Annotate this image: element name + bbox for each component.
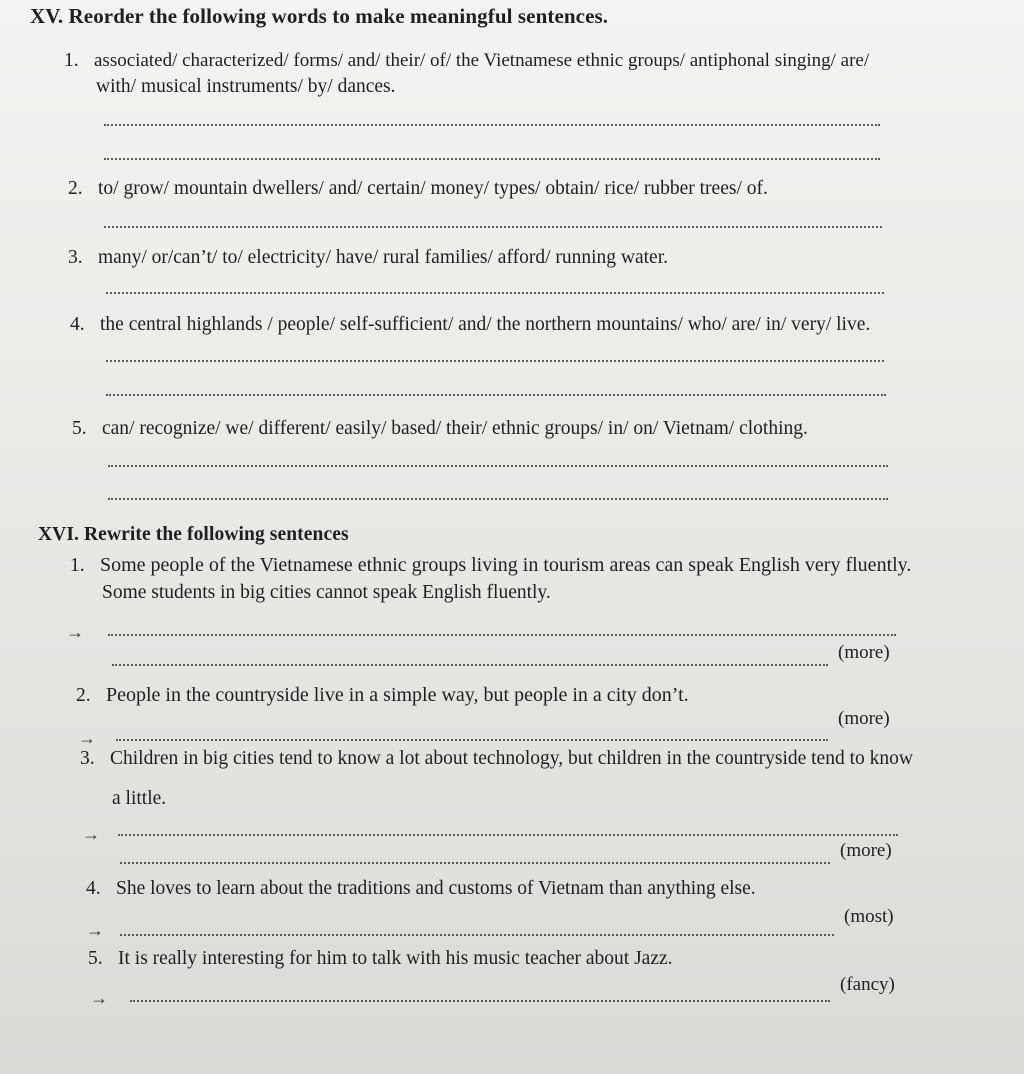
answer-line[interactable] (106, 394, 886, 396)
arrow-icon: → (90, 988, 108, 1008)
xvi-item-4-hint: (most) (844, 906, 894, 927)
answer-line[interactable] (108, 465, 888, 467)
xvi-item-5-hint: (fancy) (840, 974, 895, 995)
xv-item-5 (72, 418, 808, 440)
xv-item-2-text: to/ grow/ mountain dwellers/ and/ certain/ money/ types/ obtain/ rice/ rubber trees/ of. (98, 178, 768, 199)
xvi-item-1 (70, 554, 911, 577)
answer-line[interactable] (108, 498, 888, 500)
xvi-item-5-text: It is really interesting for him to talk with his music teacher about Jazz. (118, 948, 673, 969)
arrow-icon: → (82, 824, 100, 844)
xv-item-3-text: many/ or/can’t/ to/ electricity/ have/ rural families/ afford/ running water. (98, 247, 669, 268)
answer-line[interactable] (120, 934, 834, 936)
xvi-item-3-hint: (more) (840, 840, 892, 861)
xvi-item-3-number: 3. (80, 748, 95, 769)
answer-line[interactable] (106, 360, 884, 362)
xv-item-3-number: 3. (68, 247, 83, 268)
xv-item-1 (64, 50, 869, 72)
answer-line[interactable] (130, 1000, 830, 1002)
arrow-icon: → (78, 728, 96, 748)
xv-item-4 (70, 314, 870, 336)
answer-line[interactable] (108, 634, 896, 636)
arrow-icon: → (66, 622, 84, 642)
answer-line[interactable] (116, 739, 828, 741)
answer-line[interactable] (104, 226, 882, 228)
section-xvi-title: XVI. Rewrite the following sentences (38, 524, 349, 545)
answer-line[interactable] (118, 834, 898, 836)
xv-item-2 (68, 178, 768, 200)
answer-line[interactable] (104, 158, 880, 160)
xvi-item-5 (88, 948, 673, 970)
xvi-item-4-number: 4. (86, 878, 101, 899)
xvi-item-1-line2: Some students in big cities cannot speak English fluently. (102, 582, 551, 603)
answer-line[interactable] (112, 664, 828, 666)
xvi-item-4 (86, 878, 756, 900)
answer-line[interactable] (106, 292, 884, 294)
xv-item-3 (68, 247, 668, 269)
section-xv-title: XV. Reorder the following words to make meaningful sentences. (30, 4, 609, 28)
xvi-item-2-text: People in the countryside live in a simple way, but people in a city don’t. (106, 684, 689, 706)
xv-item-5-text: can/ recognize/ we/ different/ easily/ based/ their/ ethnic groups/ in/ on/ Vietnam/ clothing. (102, 418, 808, 439)
xv-item-2-number: 2. (68, 178, 83, 199)
xvi-item-5-number: 5. (88, 948, 103, 969)
xv-item-1-line2: with/ musical instruments/ by/ dances. (96, 76, 396, 97)
xvi-item-3-text: Children in big cities tend to know a lot about technology, but children in the countryside tend to know (110, 748, 913, 769)
xvi-item-2-hint: (more) (838, 708, 890, 729)
xvi-item-4-text: She loves to learn about the traditions and customs of Vietnam than anything else. (116, 878, 756, 899)
answer-line[interactable] (104, 124, 880, 126)
xvi-item-2-number: 2. (76, 685, 91, 706)
xvi-item-1-number: 1. (70, 555, 85, 576)
answer-line[interactable] (120, 862, 830, 864)
xv-item-4-text: the central highlands / people/ self-sufficient/ and/ the northern mountains/ who/ are/ in/ very/ live. (100, 314, 871, 335)
xvi-item-1-hint: (more) (838, 642, 890, 663)
xvi-item-2 (76, 684, 689, 707)
xv-item-1-number: 1. (64, 50, 79, 71)
xvi-item-1-text: Some people of the Vietnamese ethnic groups living in tourism areas can speak English very fluently. (100, 554, 912, 576)
arrow-icon: → (86, 920, 104, 940)
xvi-item-3-line2: a little. (112, 788, 167, 809)
xvi-item-3 (80, 748, 913, 770)
xv-item-4-number: 4. (70, 314, 85, 335)
xv-item-5-number: 5. (72, 418, 87, 439)
xv-item-1-text: associated/ characterized/ forms/ and/ their/ of/ the Vietnamese ethnic groups/ antiphonal singing/ are/ (94, 50, 870, 71)
